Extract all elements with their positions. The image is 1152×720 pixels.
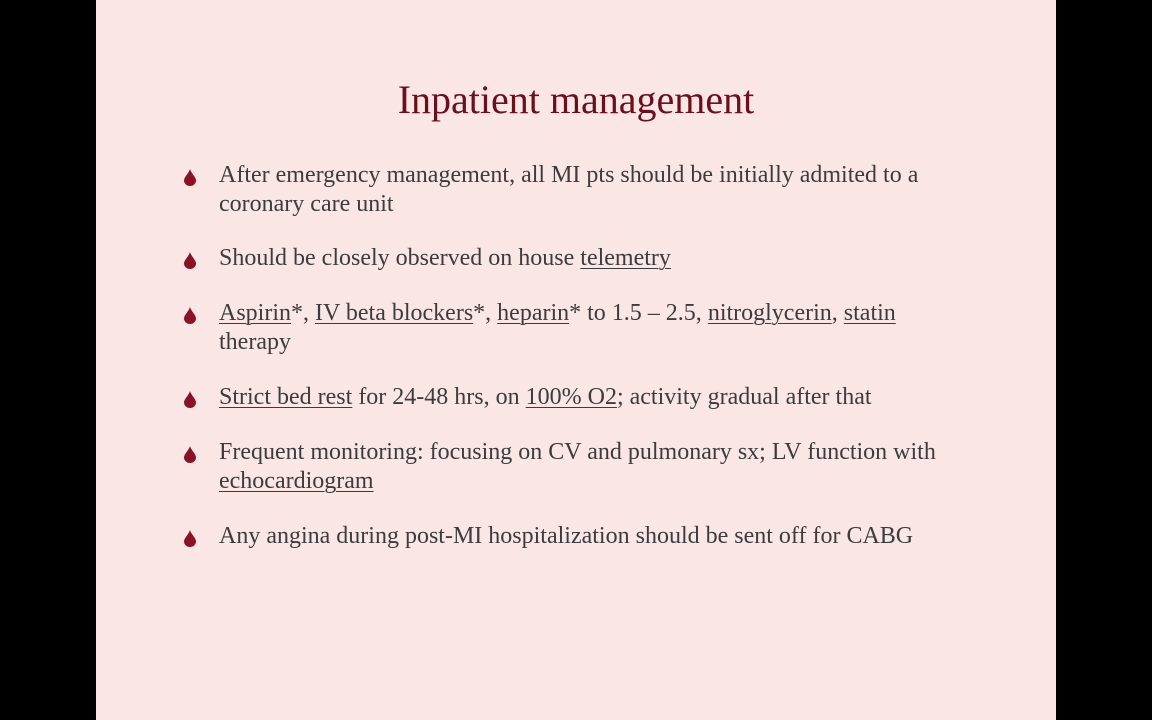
link-telemetry[interactable]: telemetry	[580, 245, 671, 271]
bullet-text: Should be closely observed on house	[219, 245, 581, 271]
link-iv-beta-blockers[interactable]: IV beta blockers	[315, 300, 474, 326]
bullet-list	[184, 161, 964, 576]
link-aspirin[interactable]: Aspirin	[219, 300, 291, 326]
link-statin[interactable]: statin	[843, 300, 896, 326]
bullet-item-6	[184, 522, 964, 551]
drop-icon	[184, 530, 196, 547]
bullet-item-1	[184, 161, 964, 219]
link-100-o2[interactable]: 100% O2	[525, 384, 617, 410]
bullet-text: *,	[291, 300, 315, 326]
bullet-item-3	[184, 299, 964, 357]
bullet-text: therapy	[219, 329, 291, 355]
bullet-text: for 24-48 hrs, on	[352, 384, 526, 410]
bullet-item-5	[184, 438, 964, 496]
drop-icon	[184, 391, 196, 408]
bullet-text: Frequent monitoring: focusing on CV and pulmonary sx; LV function with	[219, 439, 936, 465]
bullet-item-2	[184, 244, 964, 273]
link-heparin[interactable]: heparin	[497, 300, 570, 326]
drop-icon	[184, 252, 196, 269]
bullet-text: Any angina during post-MI hospitalization should be sent off for CABG	[219, 523, 914, 549]
drop-icon	[184, 446, 196, 463]
drop-icon	[184, 169, 196, 186]
link-strict-bed-rest[interactable]: Strict bed rest	[219, 384, 353, 410]
bullet-text: ; activity gradual after that	[616, 384, 872, 410]
bullet-text: After emergency management, all MI pts should be initially admited to a coronary care unit	[219, 162, 919, 217]
link-echocardiogram[interactable]: echocardiogram	[219, 468, 374, 494]
bullet-text: ,	[831, 300, 844, 326]
slide	[96, 0, 1056, 720]
bullet-item-4	[184, 383, 964, 412]
drop-icon	[184, 307, 196, 324]
bullet-text: * to 1.5 – 2.5,	[569, 300, 708, 326]
slide-title: Inpatient management	[397, 77, 755, 122]
bullet-text: *,	[473, 300, 498, 326]
link-nitroglycerin[interactable]: nitroglycerin	[707, 300, 832, 326]
